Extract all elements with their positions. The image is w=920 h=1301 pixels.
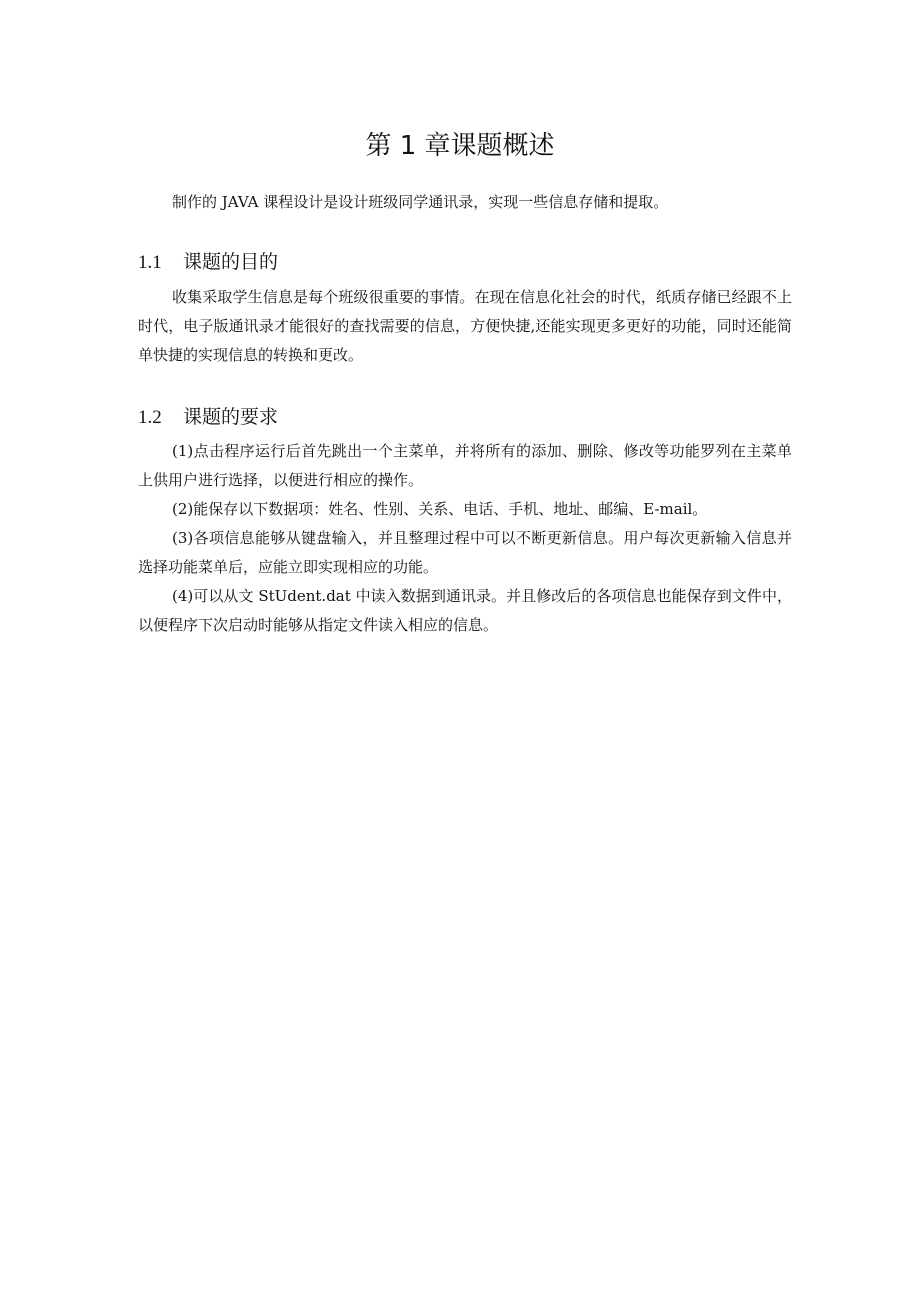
section-heading-1-2 xyxy=(138,403,798,432)
chapter-intro: 制作的 JAVA 课程设计是设计班级同学通讯录，实现一些信息存储和提取。 xyxy=(172,193,669,211)
paragraph: (2)能保存以下数据项：姓名、性别、关系、电话、手机、地址、邮编、E-mail。 xyxy=(172,500,708,518)
section-body-1-1 xyxy=(138,283,792,370)
paragraph: (4)可以从文 StUdent.dat 中读入数据到通讯录。并且修改后的各项信息也能保存到文件中，以便程序下次启动时能够从指定文件读入相应的信息。 xyxy=(138,587,792,634)
section-number: 1.2 xyxy=(138,407,162,428)
chapter-title: 第 1 章课题概述 xyxy=(365,131,555,161)
section-body-1-2 xyxy=(138,437,792,640)
paragraph: (3)各项信息能够从键盘输入，并且整理过程中可以不断更新信息。用户每次更新输入信息并选择功能菜单后，应能立即实现相应的功能。 xyxy=(138,529,792,576)
section-title: 课题的要求 xyxy=(183,406,279,428)
section-title: 课题的目的 xyxy=(183,251,279,273)
section-number: 1.1 xyxy=(138,252,162,273)
paragraph: 收集采取学生信息是每个班级很重要的事情。在现在信息化社会的时代，纸质存储已经跟不上时代，电子版通讯录才能很好的查找需要的信息，方便快捷,还能实现更多更好的功能，同时还能简单快捷的实现信息的转换和更改。 xyxy=(138,288,792,364)
section-heading-1-1 xyxy=(138,248,798,277)
paragraph: (1)点击程序运行后首先跳出一个主菜单，并将所有的添加、删除、修改等功能罗列在主菜单上供用户进行选择，以便进行相应的操作。 xyxy=(138,442,792,489)
